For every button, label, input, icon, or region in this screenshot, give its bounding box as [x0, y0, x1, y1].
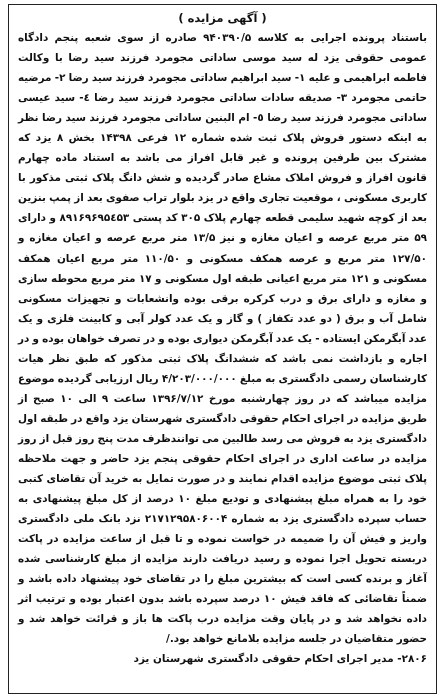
notice-title: ( آگهی مزایده ): [178, 11, 267, 25]
notice-body: باستناد پرونده اجرایی به کلاسه ۹۴۰۳۹۰/۵ صادره از سوی شعبه پنجم دادگاه عمومی حقوقی یزد له سید موسی ساداتی مجومرد فرزند سید رضا با وکالت فاطمه ابراهیمی و علیه ۱- سید ابراهیم ساداتی مجومرد فرزند سید رضا ۲- مرضیه حاتمی مجومرد ۳- صدیقه سادات ساداتی مجومرد فرزند سید رضا ٤- سید عیسی ساداتی مجومرد فرزند سید رضا ٥- ام البنین ساداتی مجومرد فرزند سید رضا نظر به اینکه دستور فروش پلاک ثبت شده شماره ۱۲ فرعی ۱۴۳۹۸ بخش ۸ یزد که مشترک بین طرفین پرونده و غیر قابل افراز می باشد به استناد ماده چهارم قانون افراز و فروش املاک مشاع صادر گردیده و شش دانگ پلاک ثبتی مذکور با کاربری مسکونی ، موقعیت تجاری واقع در یزد بلوار تراب صفوی بعد از پمپ بنزین بعد از کوچه شهید سلیمی قطعه چهارم پلاک ۳۰۵ کد پستی ۸۹۱۶۹۶۹۵٤۵۳ و دارای ۵۹ متر مربع عرصه و اعیان مغازه و نیز ۱۳/۵ متر مربع عرصه و اعیان مغازه و ۱۲۷/۵۰ متر مربع و عرصه همکف مسکونی و ۱۱۰/۵۰ متر مربع اعیان همکف مسکونی و ۱۲۱ متر مربع اعیانی طبقه اول مسکونی و ۱۷ متر مربع محوطه سازی و مغازه و دارای برق و درب کرکره برقی بوده وانشعابات و تجهیزات مسکونی شامل آب و برق ( دو عدد تکفاز ) و گاز و یک عدد کولر آبی و کابینت فلزی و یک عدد آبگرمکن ایستاده - یک عدد آبگرمکن دیواری بوده و در تصرف خواهان بوده و در اجاره و بازداشت نمی باشد که ششدانگ پلاک ثبتی مذکور که طبق نظر هیات کارشناسان رسمی دادگستری به مبلغ ۴/۲۰۳/۰۰۰/۰۰۰ ریال ارزیابی گردیده موضوع مزایده میباشد که در روز چهارشنبه مورخ ۱۳۹۶/۷/۱۲ ساعت ۹ الی ۱۰ صبح از طریق مزایده در اجرای احکام حقوقی دادگستری شهرستان یزد واقع در طبقه اول دادگستری یزد به فروش می رسد طالبین می توانندظرف مدت پنج روز قبل از روز مزایده در ساعت اداری در اجرای احکام حقوقی پنجم یزد حاضر و جهت ملاحظه پلاک ثبتی موضوع مزایده اقدام نمایند و در صورت تمایل به خرید آن تقاضای کتبی خود را به همراه مبلغ پیشنهادی و تودیع مبلغ ۱۰ درصد از کل مبلغ پیشنهادی به حساب سپرده دادگستری یزد به شماره ۲۱۷۱۲۹۵۸۰۶۰۰۴ نزد بانک ملی دادگستری واریز و فیش آن را ضمیمه در خواست نموده و تا قبل از ساعت مزایده در پاکت دربسته تحویل اجرا نموده و رسید دریافت دارند مزایده از مبلغ کارشناسی شده آغاز و برنده کسی است که بیشترین مبلغ را در تقاضای خود پیشنهاد داده باشد و ضمناً تقاضائی که فاقد فیش ۱۰ درصد سپرده باشد بدون اعتبار بوده و ترتیب اثر داده نخواهد شد و در پایان وقت مزایده درب پاکت ها باز و قرائت خواهد شد و حضور متقاضیان در جلسه مزایده بلامانع خواهد بود./: [18, 32, 428, 646]
auction-notice: [8, 4, 437, 694]
notice-signature: ۲۸۰۶- مدیر اجرای احکام حقوقی دادگستری شهرستان یزد: [133, 653, 427, 666]
